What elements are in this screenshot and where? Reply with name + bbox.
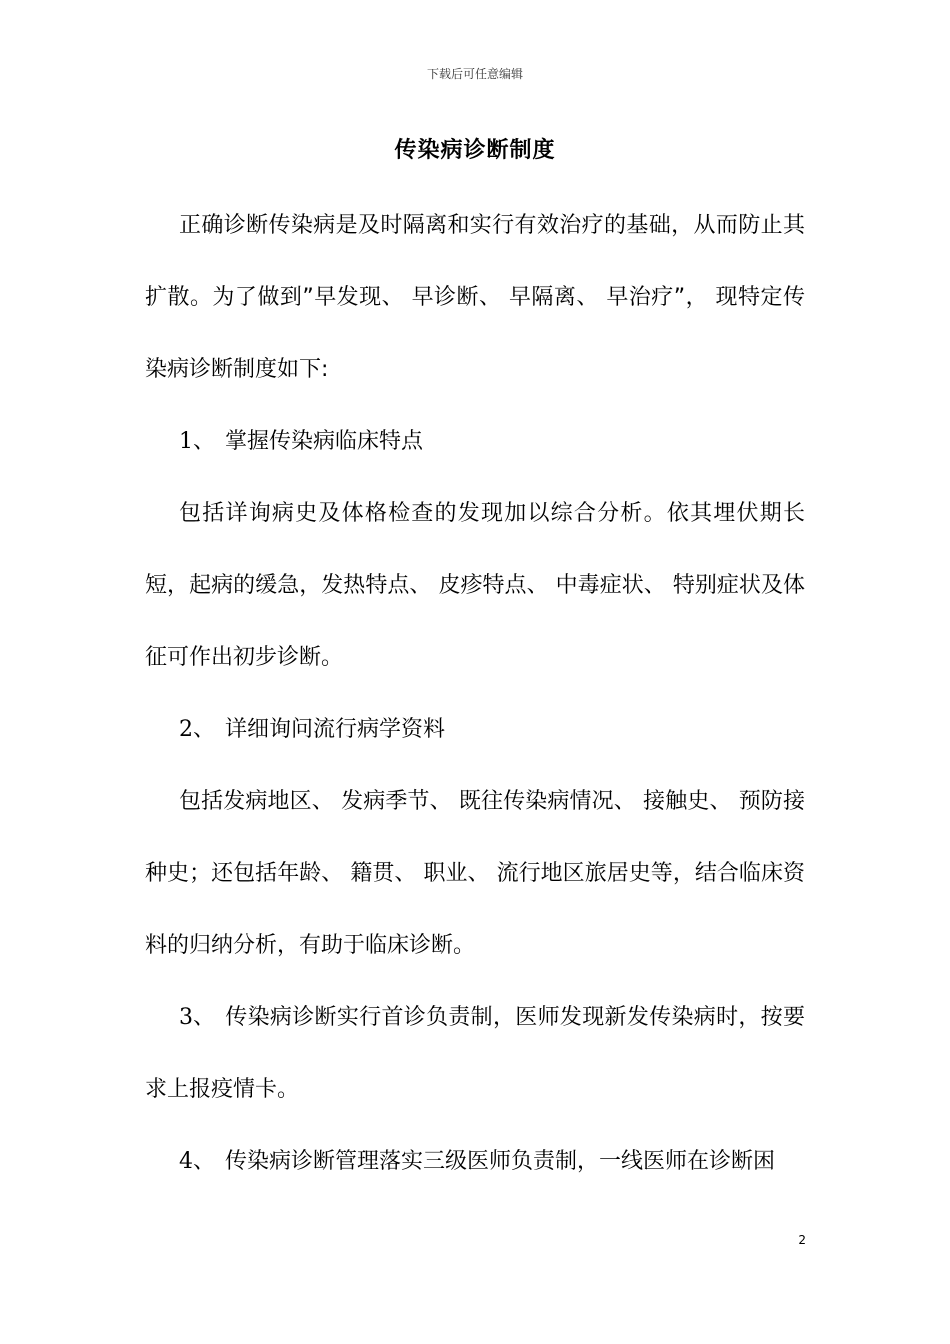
section-2-title: 详细询问流行病学资料 (225, 717, 446, 742)
section-2-body: 包括发病地区、 发病季节、 既往传染病情况、 接触史、 预防接种史；还包括年龄、 籍贯、 职业、 流行地区旅居史等，结合临床资料的归纳分析，有助于临床诊断。 (145, 789, 805, 958)
section-2-number: 2、 (179, 717, 215, 742)
document-body (145, 190, 805, 1198)
section-3-text: 传染病诊断实行首诊负责制，医师发现新发传染病时，按要求上报疫情卡。 (145, 1005, 805, 1102)
section-1-body: 包括详询病史及体格检查的发现加以综合分析。依其埋伏期长短，起病的缓急，发热特点、 皮疹特点、 中毒症状、 特别症状及体征可作出初步诊断。 (145, 501, 805, 670)
page-number: 2 (798, 1233, 806, 1247)
section-4-paragraph (145, 1126, 805, 1198)
page-header-note: 下载后可任意编辑 (426, 67, 523, 81)
document-title: 传染病诊断制度 (394, 138, 556, 163)
intro-paragraph: 正确诊断传染病是及时隔离和实行有效治疗的基础，从而防止其扩散。为了做到”早发现、 早诊断、 早隔离、 早治疗”， 现特定传染病诊断制度如下: (145, 213, 805, 382)
section-3-paragraph (145, 982, 805, 1126)
section-3-number: 3、 (179, 1005, 215, 1030)
section-4-text: 传染病诊断管理落实三级医师负责制，一线医师在诊断困 (225, 1149, 776, 1174)
section-4-number: 4、 (179, 1149, 215, 1174)
section-1-heading (145, 406, 805, 478)
section-2-heading (145, 694, 805, 766)
section-1-title: 掌握传染病临床特点 (225, 429, 424, 454)
section-1-number: 1、 (179, 429, 215, 454)
